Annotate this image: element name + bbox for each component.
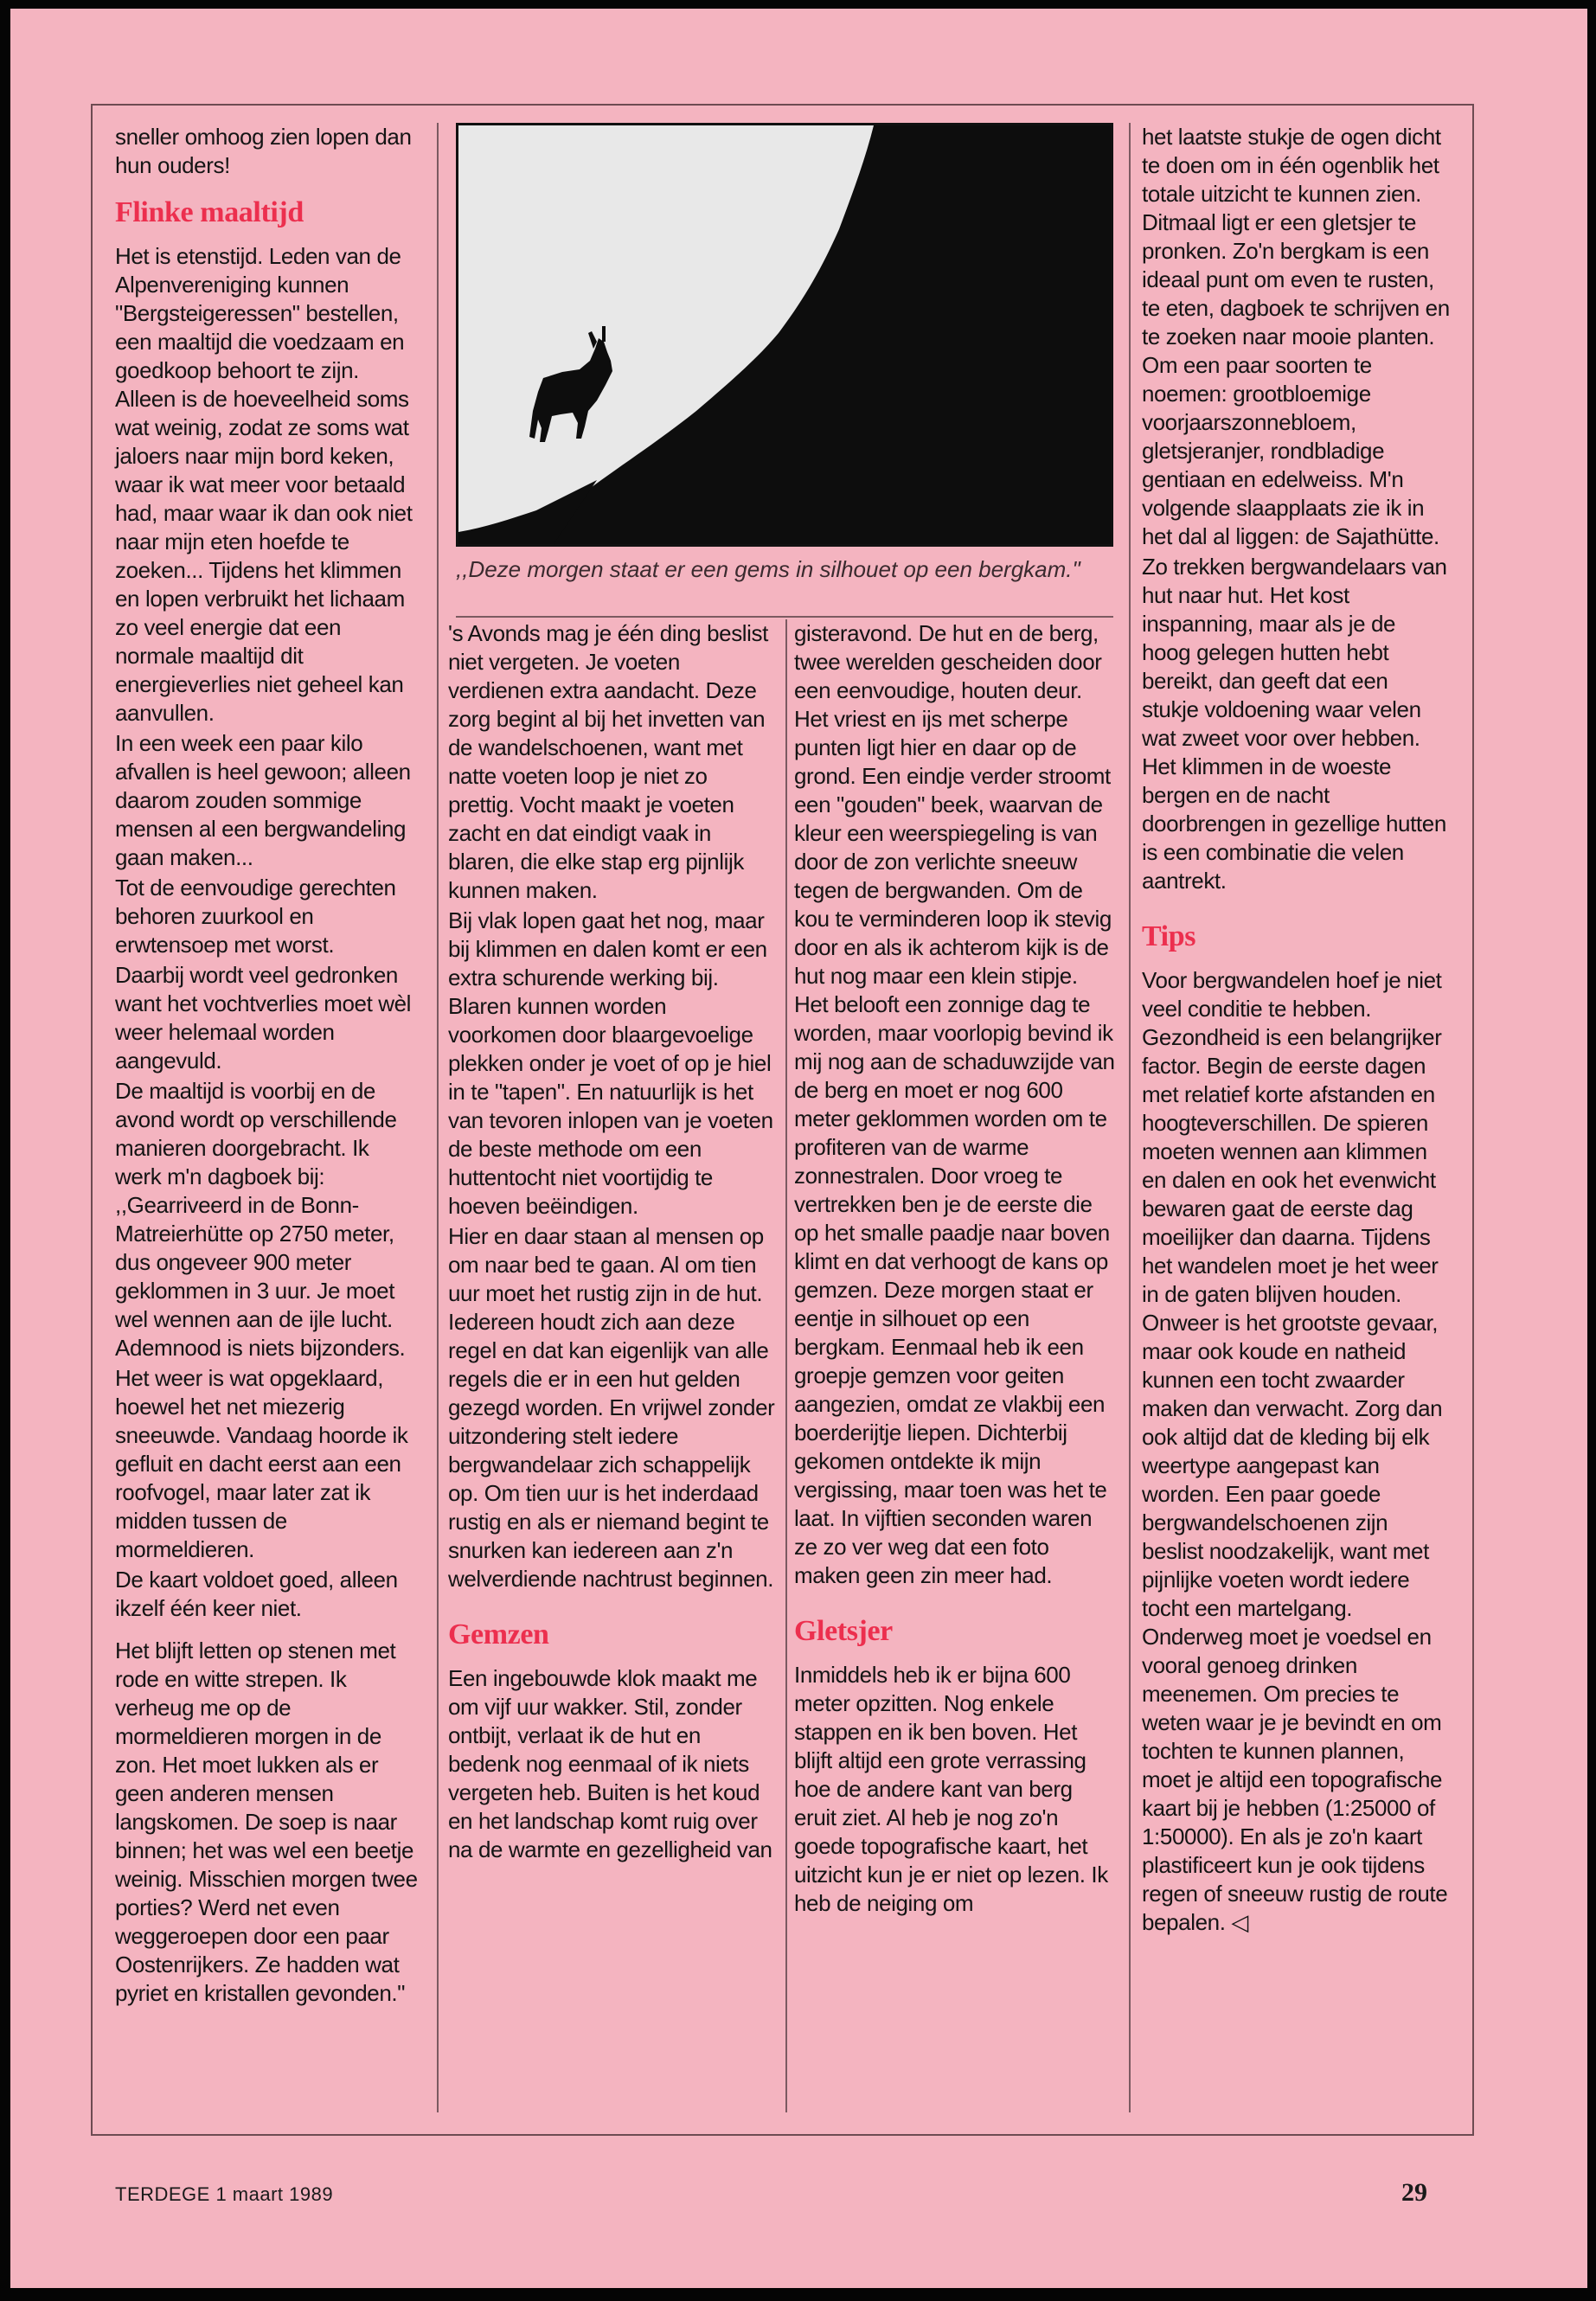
- paragraph: Het blijft letten op stenen met rode en witte strepen. Ik verheug me op de mormeldieren morgen in de zon. Het moet lukken als er geen anderen mensen langskomen. De soep is naar binnen; het was wel een beetje weinig. Misschien morgen twee porties? Werd net even weggeroepen door een paar Oostenrijkers. Ze hadden wat pyriet en kristallen gevonden.": [115, 1638, 418, 2006]
- article-column-1: [115, 123, 420, 2009]
- publication-line: TERDEGE 1 maart 1989: [115, 2183, 334, 2205]
- column-rule-1: [437, 123, 439, 2112]
- paragraph: In een week een paar kilo afvallen is heel gewoon; alleen daarom zouden sommige mensen al een bergwandeling gaan maken...: [115, 730, 411, 870]
- article-column-4: [1142, 123, 1450, 1939]
- paragraph: Hier en daar staan al mensen op om naar bed te gaan. Al om tien uur moet het rustig zijn in de hut. Iedereen houdt zich aan deze regel en dat kan eigenlijk van alle regels die er in een hut gelden gezegd worden. En vrijwel zonder uitzondering stelt iedere bergwandelaar zich schappelijk op. Om tien uur is het inderdaad rustig en als er niemand begint te snurken kan iedereen aan z'n welverdiende nachtrust beginnen.: [448, 1223, 775, 1592]
- paragraph: Inmiddels heb ik er bijna 600 meter opzitten. Nog enkele stappen en ik ben boven. Het blijft altijd een grote verrassing hoe de andere kant van berg eruit ziet. Al heb je nog zo'n goede topografische kaart, het uitzicht kun je er niet op lezen. Ik heb de neiging om: [794, 1662, 1108, 1916]
- caption-rule: [456, 616, 1113, 618]
- heading-gletsjer: Gletsjer: [794, 1615, 893, 1647]
- column-rule-2: [785, 619, 787, 2112]
- paragraph: Het is etenstijd. Leden van de Alpenvereniging kunnen "Bergsteigeressen" bestellen, een maaltijd die voedzaam en goedkoop behoort te zijn. Alleen is de hoeveelheid soms wat weinig, zodat ze soms wat jaloers naar mijn bord keken, waar ik wat meer voor betaald had, maar waar ik dan ook niet naar mijn eten hoefde te zoeken... Tijdens het klimmen en lopen verbruikt het lichaam zo veel energie dat een normale maaltijd dit energieverlies niet geheel kan aanvullen.: [115, 243, 413, 726]
- paragraph: De kaart voldoet goed, alleen ikzelf één keer niet.: [115, 1567, 398, 1621]
- paragraph: gisteravond. De hut en de berg, twee werelden gescheiden door een eenvoudige, houten deur. Het vriest en ijs met scherpe punten ligt hier en daar op de grond. Een eindje verder stroomt een "gouden" beek, waarvan de kleur een weerspiegeling is van door de zon verlichte sneeuw tegen de bergwanden. Om de kou te verminderen loop ik stevig door en als ik achterom kijk is de hut nog maar een klein stipje. Het belooft een zonnige dag te worden, maar voorlopig bevind ik mij nog aan de schaduwzijde van de berg en moet er nog 600 meter geklommen worden om te profiteren van de warme zonnestralen. Door vroeg te vertrekken ben je de eerste die op het smalle paadje naar boven klimt en dat verhoogt de kans op gemzen. Deze morgen staat er eentje in silhouet op een bergkam. Eenmaal heb ik een groepje gemzen voor geiten aangezien, omdat ze vlakbij een boerderijtje liepen. Dichterbij gekomen ontdekte ik mijn vergissing, maar toen was het te laat. In vijftien seconden waren ze zo ver weg dat een foto maken geen zin meer had.: [794, 620, 1115, 1588]
- mountain-chamois-image: [458, 125, 1111, 544]
- column-rule-3: [1129, 123, 1131, 2112]
- heading-tips: Tips: [1142, 920, 1196, 952]
- heading-flinke-maaltijd: Flinke maaltijd: [115, 196, 304, 228]
- photo-caption: ,,Deze morgen staat er een gems in silhouet op een bergkam.": [456, 556, 1080, 582]
- paragraph: Daarbij wordt veel gedronken want het vochtverlies moet wèl weer helemaal worden aangevuld.: [115, 962, 412, 1074]
- paragraph: het laatste stukje de ogen dicht te doen om in één ogenblik het totale uitzicht te kunnen zien. Ditmaal ligt er een gletsjer te pronken. Zo'n bergkam is een ideaal punt om even te rusten, te eten, dagboek te schrijven en te zoeken naar mooie planten. Om een paar soorten te noemen: grootbloemige voorjaarszonnebloem, gletsjeranjer, rondbladige gentiaan en edelweiss. M'n volgende slaapplaats zie ik in het dal al liggen: de Sajathütte.: [1142, 124, 1450, 549]
- paragraph: Bij vlak lopen gaat het nog, maar bij klimmen en dalen komt er een extra schurende werking bij. Blaren kunnen worden voorkomen door blaargevoelige plekken onder je voet of op je hiel in te "tapen". En natuurlijk is het van tevoren inlopen van je voeten de beste methode om een huttentocht niet voortijdig te hoeven beëindigen.: [448, 907, 773, 1219]
- paragraph: De maaltijd is voorbij en de avond wordt op verschillende manieren doorgebracht. Ik werk m'n dagboek bij: ,,Gearriveerd in de Bonn-Matreierhütte op 2750 meter, dus ongeveer 900 meter geklommen in 3 uur. Je moet wel wennen aan de ijle lucht. Ademnood is niets bijzonders.: [115, 1078, 406, 1361]
- page-number: 29: [1401, 2178, 1427, 2207]
- article-column-3: [794, 619, 1116, 1920]
- paragraph: [1142, 966, 1450, 1937]
- chamois-silhouette-photo: [456, 123, 1113, 547]
- paragraph: 's Avonds mag je één ding beslist niet vergeten. Je voeten verdienen extra aandacht. Deze zorg begint al bij het invetten van de wandelschoenen, want met natte voeten loop je niet zo prettig. Vocht maakt je voeten zacht en dat eindigt vaak in blaren, die elke stap erg pijnlijk kunnen maken.: [448, 620, 768, 903]
- intro-text: sneller omhoog zien lopen dan hun ouders!: [115, 124, 412, 178]
- heading-gemzen: Gemzen: [448, 1618, 549, 1650]
- paragraph: Tot de eenvoudige gerechten behoren zuurkool en erwtensoep met worst.: [115, 875, 396, 958]
- paragraph: Een ingebouwde klok maakt me om vijf uur wakker. Stil, zonder ontbijt, verlaat ik de hut en bedenk nog eenmaal of ik niets vergeten heb. Buiten is het koud en het landschap komt ruig over na de warmte en gezelligheid van: [448, 1665, 772, 1862]
- end-mark-icon: ◁: [1231, 1909, 1248, 1935]
- paragraph: Het weer is wat opgeklaard, hoewel het net miezerig sneeuwde. Vandaag hoorde ik gefluit en dacht eerst aan een roofvogel, maar later zat ik midden tussen de mormeldieren.: [115, 1365, 408, 1562]
- tips-text: Voor bergwandelen hoef je niet veel conditie te hebben. Gezondheid is een belangrijker factor. Begin de eerste dagen met relatief korte afstanden en hoogteverschillen. De spieren moeten wennen aan klimmen en dalen en ook het evenwicht bewaren gaat de eerste dag moeilijker dan daarna. Tijdens het wandelen moet je het weer in de gaten blijven houden. Onweer is het grootste gevaar, maar ook koude en natheid kunnen een tocht zwaarder maken dan verwacht. Zorg dan ook altijd dat de kleding bij elk weertype aangepast kan worden. Een paar goede bergwandelschoenen zijn beslist noodzakelijk, want met pijnlijke voeten wordt iedere tocht een martelgang. Onderweg moet je voedsel en vooral genoeg drinken meenemen. Om precies te weten waar je je bevindt en om tochten te kunnen plannen, moet je altijd een topografische kaart bij je hebben (1:25000 of 1:50000). En als je zo'n kaart plastificeert kun je ook tijdens regen of sneeuw rustig de route bepalen.: [1142, 967, 1448, 1935]
- article-column-2: [448, 619, 777, 1866]
- paragraph: Zo trekken bergwandelaars van hut naar hut. Het kost inspanning, maar als je de hoog gelegen hutten hebt bereikt, dan geeft dat een stukje voldoening waar velen wat zweet voor over hebben. Het klimmen in de woeste bergen en de nacht doorbrengen in gezellige hutten is een combinatie die velen aantrekt.: [1142, 554, 1447, 894]
